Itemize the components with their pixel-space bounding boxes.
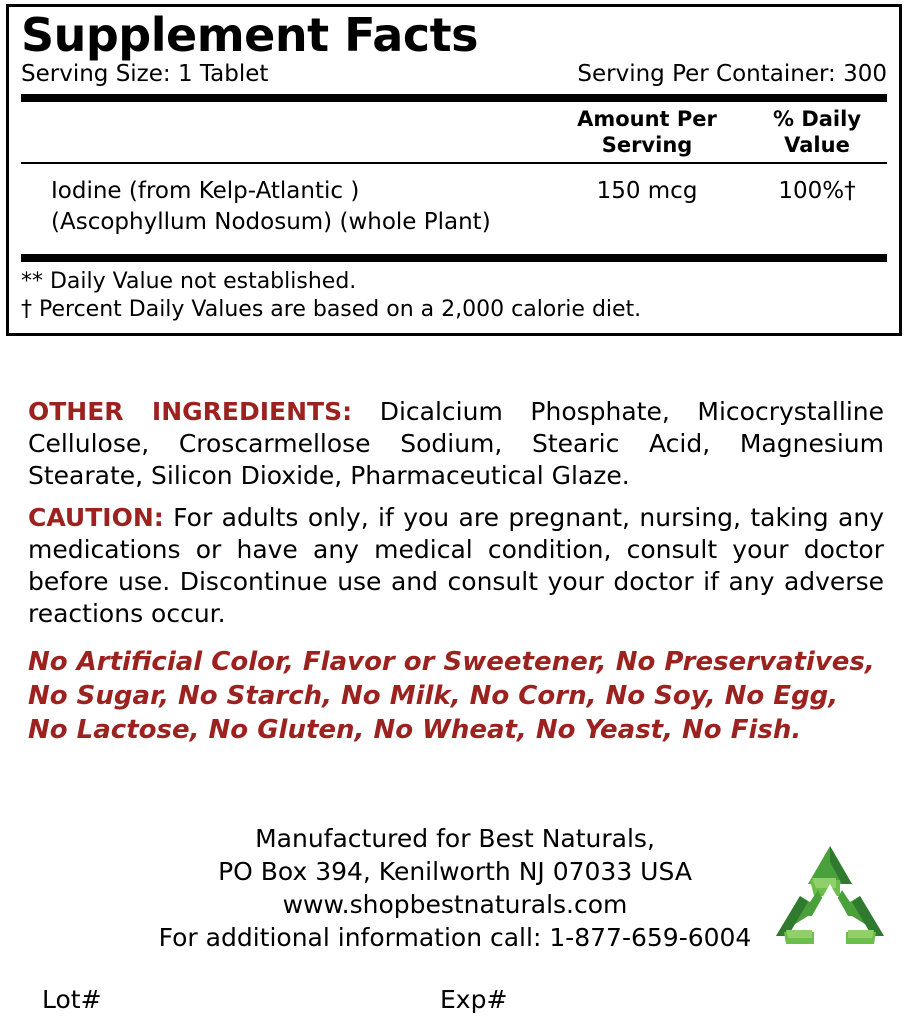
serving-per-container: Serving Per Container: 300 (577, 61, 887, 88)
free-from-claims: No Artificial Color, Flavor or Sweetener, No Preservatives, No Sugar, No Starch, No Milk, No Corn, No Soy, No Egg, No Lactose, No Gluten, No Wheat, No Yeast, No Fish. (28, 647, 875, 745)
column-header-amount-line1: Amount Per (577, 106, 717, 131)
lot-number-field: Lot# (42, 985, 102, 1014)
caution-paragraph (28, 502, 884, 630)
label-body-text (28, 396, 884, 751)
nutrient-name-line2: (Ascophyllum Nodosum) (whole Plant) (51, 209, 491, 236)
nutrient-name-line1: Iodine (from Kelp-Atlantic ) (51, 178, 360, 205)
column-header-amount-line2: Serving (601, 132, 693, 157)
footnote-percent-daily-values: † Percent Daily Values are based on a 2,000 calorie diet. (21, 297, 642, 323)
panel-rule-bottom (21, 254, 887, 262)
expiration-field: Exp# (440, 985, 508, 1014)
supplement-facts-title: Supplement Facts (21, 8, 478, 62)
other-ingredients-text: Dicalcium Phosphate, Micocrystalline Cellulose, Croscarmellose Sodium, Stearic Acid, Magnesium Stearate, Silicon Dioxide, Pharmaceutical Glaze. (28, 397, 884, 490)
footnote-daily-value-not-established: ** Daily Value not established. (21, 269, 357, 295)
column-header-daily-value (747, 106, 887, 159)
other-ingredients-label: OTHER INGREDIENTS: (28, 397, 353, 426)
column-header-dv-line1: % Daily (772, 106, 862, 131)
footer-phone: For additional information call: 1-877-659-6004 (158, 923, 752, 952)
column-header-amount (547, 106, 747, 159)
caution-text: For adults only, if you are pregnant, nursing, taking any medications or have any medical condition, consult your doctor before use. Discontinue use and consult your doctor if any adverse reactions occur. (28, 503, 884, 628)
footnotes (21, 262, 887, 324)
nutrient-daily-value: 100%† (778, 178, 856, 205)
panel-rule-top (21, 94, 887, 102)
supplement-facts-panel (6, 4, 902, 336)
nutrient-amount: 150 mcg (596, 178, 698, 205)
caution-label: CAUTION: (28, 503, 164, 532)
footer-address: PO Box 394, Kenilworth NJ 07033 USA (218, 857, 692, 886)
footer-website: www.shopbestnaturals.com (282, 890, 628, 919)
nutrient-name (21, 176, 547, 238)
column-header-dv-line2: Value (784, 132, 850, 157)
table-row (21, 164, 887, 252)
serving-info-row (21, 61, 887, 91)
footer-manufactured-for: Manufactured for Best Naturals, (255, 824, 655, 853)
nutrient-table-header (21, 102, 887, 163)
recycle-icon (770, 840, 890, 952)
serving-size: Serving Size: 1 Tablet (21, 61, 269, 88)
other-ingredients-paragraph (28, 396, 884, 492)
